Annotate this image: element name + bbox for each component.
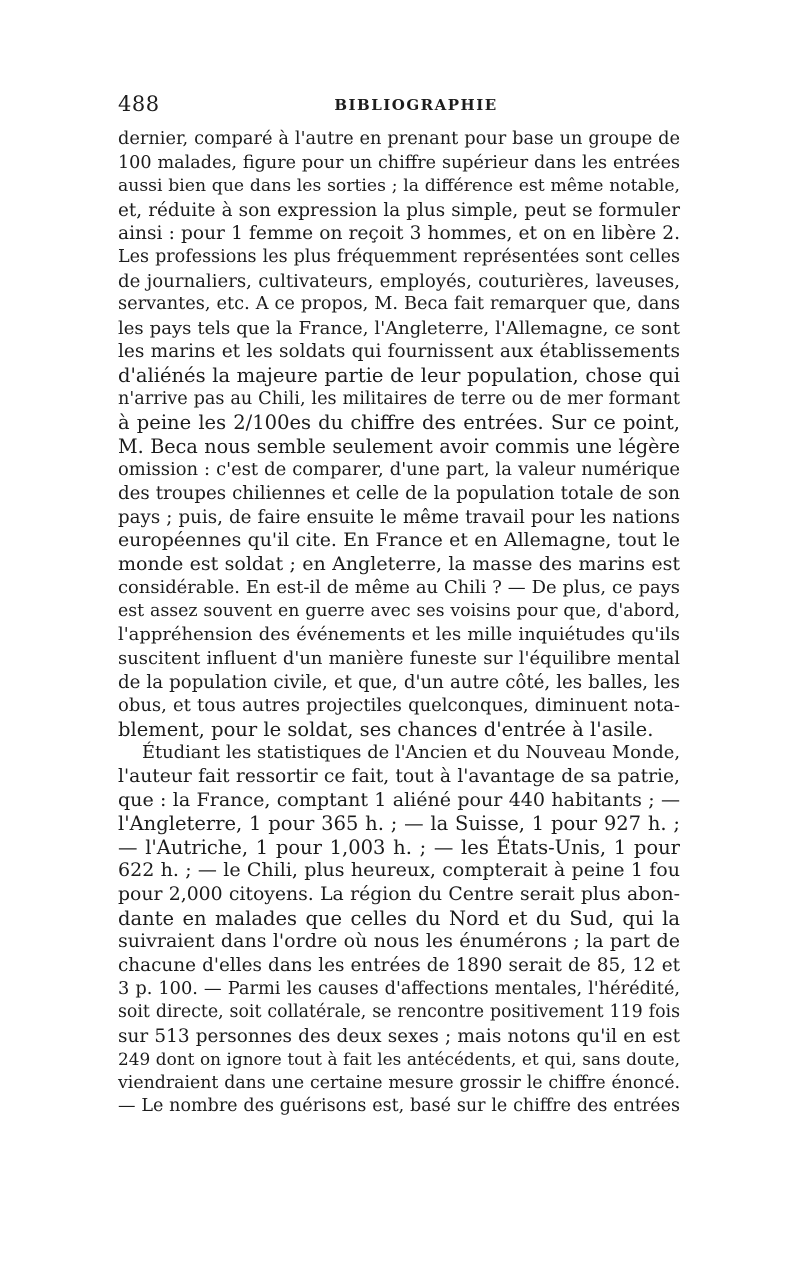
text-line: aussi bien que dans les sorties ; la différence est même notable,: [118, 176, 680, 197]
text-line: chacune d'elles dans les entrées de 1890 serait de 85, 12 et: [118, 954, 680, 976]
text-line: pour 2,000 citoyens. La région du Centre serait plus abon-: [118, 884, 680, 905]
text-line: — l'Autriche, 1 pour 1,003 h. ; — les États-Unis, 1 pour: [118, 835, 680, 859]
text-line: est assez souvent en guerre avec ses voisins pour que, d'abord,: [118, 600, 680, 621]
text-line: obus, et tous autres projectiles quelconques, diminuent nota-: [118, 695, 680, 717]
text-line: pays ; puis, de faire ensuite le même travail pour les nations: [118, 506, 680, 528]
text-line: suivraient dans l'ordre où nous les énumérons ; la part de: [118, 930, 680, 953]
text-line: viendraient dans une certaine mesure grossir le chiffre énoncé.: [118, 1072, 680, 1093]
text-line: blement, pour le soldat, ses chances d'entrée à l'asile.: [118, 717, 654, 741]
text-line: ainsi : pour 1 femme on reçoit 3 hommes, et on en libère 2.: [118, 223, 680, 245]
text-line: de journaliers, cultivateurs, employés, couturières, laveuses,: [118, 270, 680, 292]
text-line: — Le nombre des guérisons est, basé sur le chiffre des entrées: [118, 1096, 680, 1117]
text-line: dante en malades que celles du Nord et du Sud, qui la: [118, 906, 680, 930]
text-line: Les professions les plus fréquemment représentées sont celles: [118, 246, 680, 267]
text-line: soit directe, soit collatérale, se rencontre positivement 119 fois: [118, 1001, 680, 1022]
text-line: omission : c'est de comparer, d'une part, la valeur numérique: [118, 459, 680, 481]
text-line: sur 513 personnes des deux sexes ; mais notons qu'il en est: [118, 1025, 680, 1047]
text-line: les pays tels que la France, l'Angleterre, l'Allemagne, ce sont: [118, 317, 680, 339]
text-line: l'auteur fait ressortir ce fait, tout à l'avantage de sa patrie,: [118, 766, 680, 788]
text-line: suscitent influent d'un manière funeste sur l'équilibre mental: [118, 648, 680, 670]
text-line: l'appréhension des événements et les mille inquiétudes qu'ils: [118, 624, 680, 646]
text-line: considérable. En est-il de même au Chili ? — De plus, ce pays: [118, 577, 680, 599]
text-line: d'aliénés la majeure partie de leur population, chose qui: [118, 363, 680, 387]
text-line: des troupes chiliennes et celle de la population totale de son: [118, 482, 680, 504]
text-line: de la population civile, et que, d'un autre côté, les balles, les: [118, 671, 680, 693]
text-line: les marins et les soldats qui fournissent aux établissements: [118, 341, 680, 363]
text-line: et, réduite à son expression la plus simple, peut se formuler: [118, 199, 680, 221]
text-line: dernier, comparé à l'autre en prenant pour base un groupe de: [118, 129, 680, 149]
text-line: servantes, etc. A ce propos, M. Beca fait remarquer que, dans: [118, 294, 680, 315]
text-line: M. Beca nous semble seulement avoir commis une légère: [118, 434, 680, 458]
text-line: 3 p. 100. — Parmi les causes d'affections mentales, l'hérédité,: [118, 978, 680, 1000]
text-line: 249 dont on ignore tout à fait les antécédents, et qui, sans doute,: [118, 1049, 680, 1070]
body-text: [118, 128, 680, 1119]
running-head: [118, 92, 678, 122]
text-line: n'arrive pas au Chili, les militaires de terre ou de mer formant: [118, 388, 680, 409]
text-line: 622 h. ; — le Chili, plus heureux, compterait à peine 1 fou: [118, 859, 680, 882]
text-line: à peine les 2/100es du chiffre des entrées. Sur ce point,: [118, 411, 680, 435]
text-line: 100 malades, figure pour un chiffre supérieur dans les entrées: [118, 152, 680, 173]
text-line: l'Angleterre, 1 pour 365 h. ; — la Suisse, 1 pour 927 h. ;: [118, 812, 680, 836]
text-line: Étudiant les statistiques de l'Ancien et du Nouveau Monde,: [142, 742, 680, 764]
text-line: que : la France, comptant 1 aliéné pour 440 habitants ; —: [118, 788, 680, 811]
text-line: européennes qu'il cite. En France et en Allemagne, tout le: [118, 529, 680, 552]
text-line: monde est soldat ; en Angleterre, la masse des marins est: [118, 552, 680, 575]
page-number: 488: [118, 92, 160, 116]
running-title: BIBLIOGRAPHIE: [334, 96, 498, 114]
